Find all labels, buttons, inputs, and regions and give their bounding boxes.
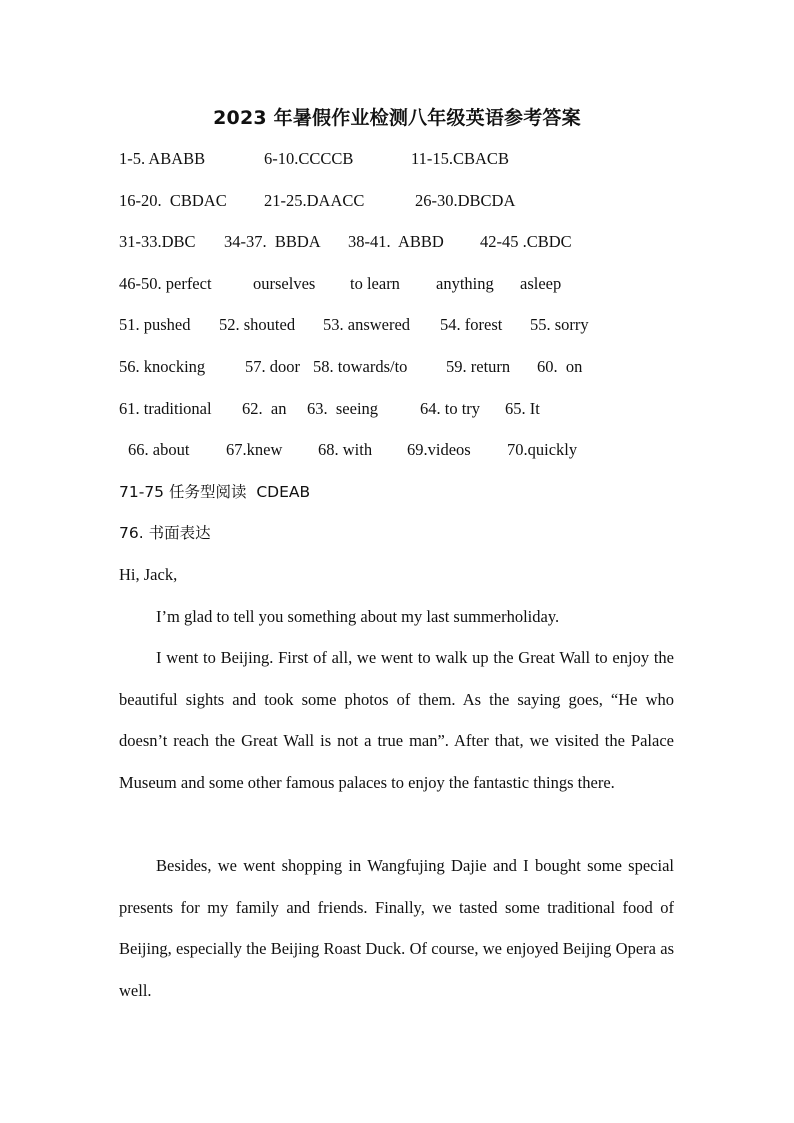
answer-row-5 bbox=[119, 314, 589, 336]
answer-group: 16-20. CBDAC bbox=[119, 191, 227, 210]
answer-item: 68. with bbox=[318, 440, 373, 459]
task-reading-answers: 71-75 任务型阅读 CDEAB bbox=[119, 483, 311, 501]
answer-group: 11-15.CBACB bbox=[411, 149, 509, 168]
answer-item: 66. about bbox=[128, 440, 190, 459]
answer-item: ourselves bbox=[253, 274, 316, 293]
answer-row-7 bbox=[119, 398, 540, 420]
letter-greeting: Hi, Jack, bbox=[119, 565, 178, 584]
answer-item: 70.quickly bbox=[507, 440, 578, 459]
answer-row-6 bbox=[119, 356, 583, 378]
answer-item: 46-50. perfect bbox=[119, 274, 212, 293]
answer-item: 52. shouted bbox=[219, 315, 296, 334]
answer-row-3 bbox=[119, 231, 572, 253]
answer-group: 26-30.DBCDA bbox=[415, 191, 516, 210]
answer-item: 64. to try bbox=[420, 399, 481, 418]
answer-item: 61. traditional bbox=[119, 399, 212, 418]
answer-item: to learn bbox=[350, 274, 400, 293]
letter-paragraph-3: Besides, we went shopping in Wangfujing Dajie and I bought some special presents for my family and friends. Finally, we tasted some traditional food of Beijing, especially the Beijing Roast Duck. Of course, we enjoyed Beijing Opera as well. bbox=[119, 856, 674, 1000]
answer-item: 65. It bbox=[505, 399, 540, 418]
answer-item: 67.knew bbox=[226, 440, 283, 459]
answer-item: 55. sorry bbox=[530, 315, 589, 334]
answer-group: 31-33.DBC bbox=[119, 232, 196, 251]
answer-item: 63. seeing bbox=[307, 399, 379, 418]
answer-group: 6-10.CCCCB bbox=[264, 149, 354, 168]
answer-item: 54. forest bbox=[440, 315, 503, 334]
answer-group: 34-37. BBDA bbox=[224, 232, 321, 251]
letter-paragraph-1: I’m glad to tell you something about my last summerholiday. bbox=[156, 607, 560, 626]
answer-item: anything bbox=[436, 274, 494, 293]
answer-item: 58. towards/to bbox=[313, 357, 408, 376]
answer-row-4 bbox=[119, 273, 562, 295]
answer-item: 59. return bbox=[446, 357, 511, 376]
answer-item: asleep bbox=[520, 274, 562, 293]
answer-item: 56. knocking bbox=[119, 357, 206, 376]
answer-group: 21-25.DAACC bbox=[264, 191, 365, 210]
answer-item: 69.videos bbox=[407, 440, 471, 459]
answer-item: 60. on bbox=[537, 357, 583, 376]
answer-item: 53. answered bbox=[323, 315, 411, 334]
answer-row-2 bbox=[119, 190, 516, 212]
letter-paragraph-2: I went to Beijing. First of all, we went to walk up the Great Wall to enjoy the beautiful sights and took some photos of them. As the saying goes, “He who doesn’t reach the Great Wall is not a true man”. After that, we visited the Palace Museum and some other famous palaces to enjoy the fantastic things there. bbox=[119, 648, 674, 792]
answer-group: 38-41. ABBD bbox=[348, 232, 444, 251]
answer-row-1 bbox=[119, 148, 509, 170]
answer-item: 51. pushed bbox=[119, 315, 191, 334]
answer-group: 1-5. ABABB bbox=[119, 149, 206, 168]
writing-section-label: 76. 书面表达 bbox=[119, 524, 211, 542]
answer-item: 62. an bbox=[242, 399, 287, 418]
page-title: 2023 年暑假作业检测八年级英语参考答案 bbox=[213, 107, 581, 129]
answer-item: 57. door bbox=[245, 357, 300, 376]
answer-group: 42-45 .CBDC bbox=[480, 232, 572, 251]
answer-row-8 bbox=[119, 439, 578, 461]
